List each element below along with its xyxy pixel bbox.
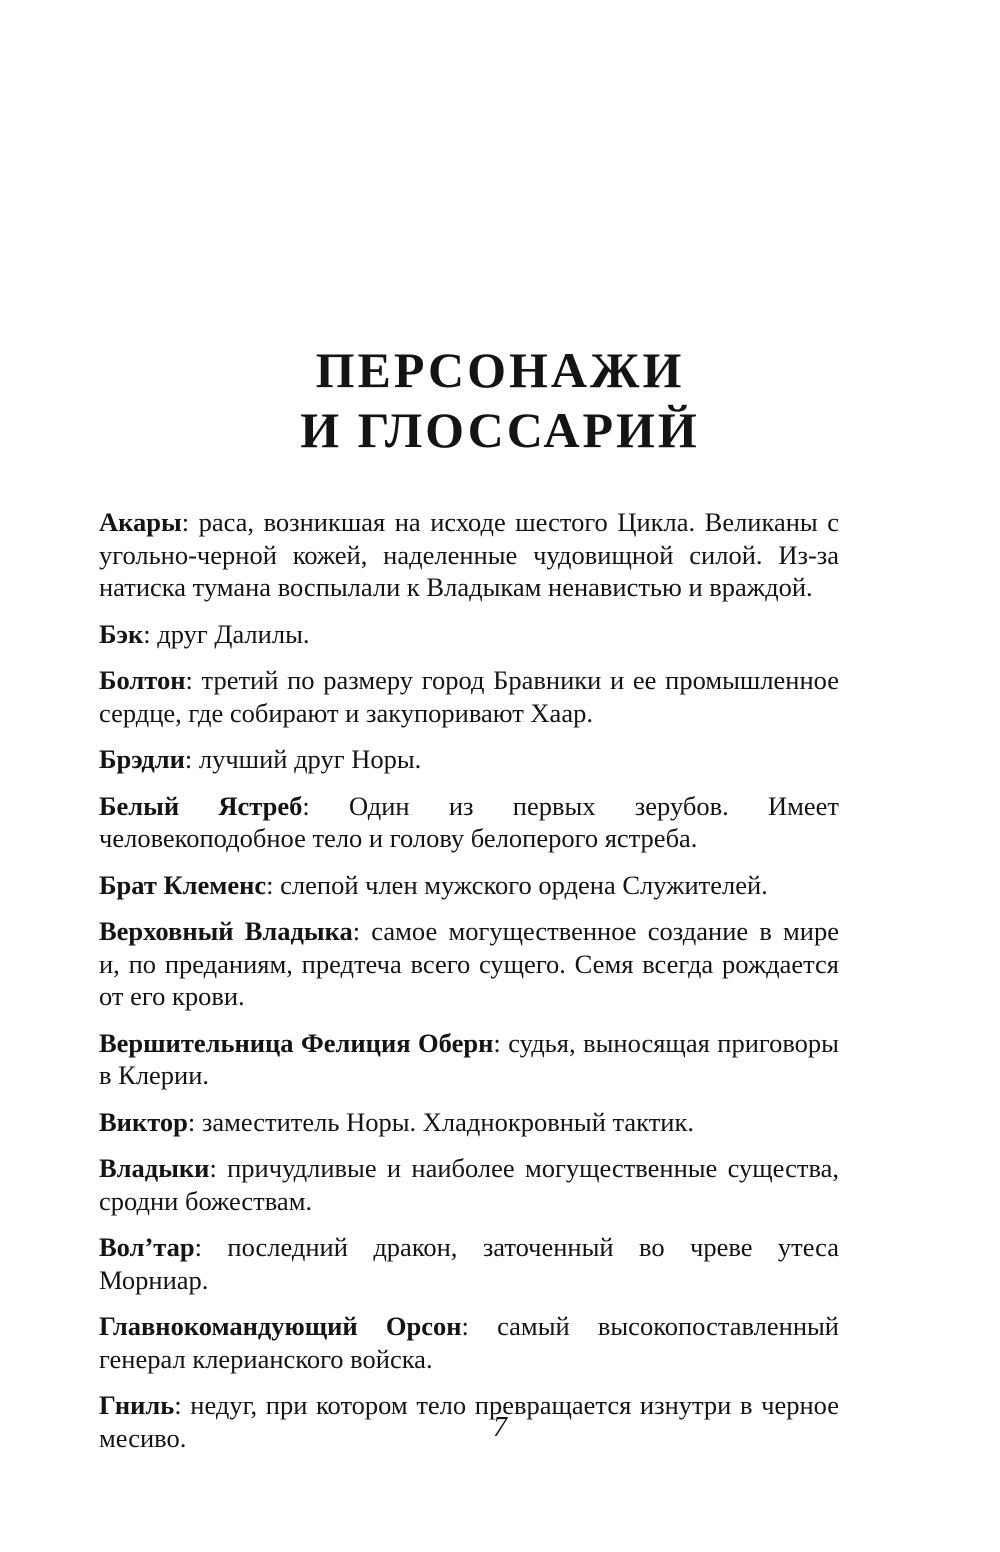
glossary-definition: : самое могущественное создание в мире и, по преданиям, предтеча всего сущего. Семя всегда рождается от его крови. — [99, 916, 839, 1011]
glossary-term: Вершительница Фелиция Оберн — [99, 1027, 494, 1058]
glossary-term: Болтон — [99, 665, 186, 695]
glossary-term: Главнокомандующий Орсон — [99, 1311, 462, 1341]
glossary-entry — [99, 664, 839, 729]
glossary-term: Вол’тар — [99, 1232, 195, 1262]
glossary-definition: : Один из первых зерубов. Имеет человекоподобное тело и голову белоперого ястреба. — [99, 790, 839, 853]
glossary-definition: : третий по размеру город Бравники и ее промышленное сердце, где собирают и закупоривают Хаар. — [99, 665, 839, 728]
glossary-entry — [99, 743, 839, 776]
glossary-definition: : самый высокопоставленный генерал клерианского войска. — [99, 1311, 839, 1374]
chapter-title-line-1: ПЕРСОНАЖИ — [315, 342, 685, 398]
chapter-title-line-2: И ГЛОССАРИЙ — [300, 402, 700, 458]
glossary-term: Верховный Владыка — [99, 916, 353, 946]
glossary-entry — [99, 506, 839, 604]
glossary-entry — [99, 869, 839, 902]
glossary-definition: : судья, выносящая приговоры в Клерии. — [99, 1027, 839, 1090]
page-number: 7 — [493, 1412, 507, 1443]
chapter-title — [0, 340, 1000, 460]
glossary-list — [99, 506, 839, 1468]
glossary-term: Владыки — [99, 1153, 210, 1183]
glossary-entry — [99, 1106, 839, 1139]
glossary-entry — [99, 915, 839, 1013]
glossary-entry — [99, 1310, 839, 1375]
glossary-term: Белый Ястреб — [99, 790, 303, 821]
glossary-term: Брэдли — [99, 744, 185, 774]
glossary-definition: : недуг, при котором тело превращается изнутри в черное месиво. — [99, 1390, 839, 1453]
glossary-term: Брат Клеменс — [99, 869, 267, 900]
glossary-entry — [99, 790, 839, 855]
glossary-term: Гниль — [99, 1390, 175, 1420]
glossary-definition: : заместитель Норы. Хладнокровный тактик. — [187, 1106, 694, 1137]
glossary-term: Акары — [99, 507, 182, 537]
glossary-definition: : раса, возникшая на исходе шестого Цикла. Великаны с угольно-черной кожей, наделенные чудовищной силой. Из-за натиска тумана воспылали к Владыкам ненавистью и враждой. — [99, 507, 839, 602]
glossary-definition: : слепой член мужского ордена Служителей. — [266, 869, 768, 900]
glossary-entry — [99, 1027, 839, 1092]
glossary-definition: : друг Далилы. — [143, 618, 310, 649]
glossary-entry — [99, 618, 839, 651]
glossary-entry — [99, 1152, 839, 1217]
glossary-term: Виктор — [99, 1106, 188, 1137]
glossary-definition: : последний дракон, заточенный во чреве утеса Морниар. — [99, 1232, 839, 1295]
glossary-term: Бэк — [99, 618, 144, 649]
glossary-entry — [99, 1231, 839, 1296]
glossary-definition: : причудливые и наиболее могущественные существа, сродни божествам. — [99, 1153, 839, 1216]
glossary-definition: : лучший друг Норы. — [184, 744, 422, 774]
